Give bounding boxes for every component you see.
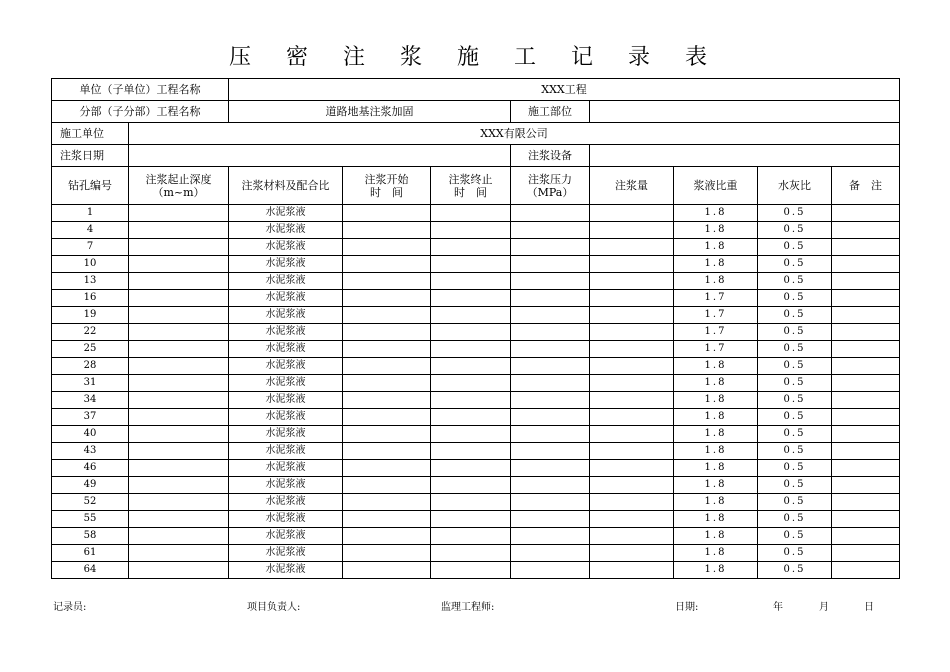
table-row xyxy=(52,239,900,256)
cell-start-time[interactable] xyxy=(343,562,431,579)
cell-end-time[interactable] xyxy=(431,477,511,494)
cell-pressure[interactable] xyxy=(511,409,590,426)
unit-project-label: 单位（子单位）工程名称 xyxy=(52,79,229,101)
col-density: 浆液比重 xyxy=(674,167,758,205)
col-end-time: 注浆终止 时 间 xyxy=(431,167,511,205)
cell-start-time[interactable] xyxy=(343,409,431,426)
cell-density: 1.7 xyxy=(674,307,758,324)
cell-depth[interactable] xyxy=(129,460,229,477)
cell-pressure[interactable] xyxy=(511,511,590,528)
cell-end-time[interactable] xyxy=(431,426,511,443)
cell-density: 1.8 xyxy=(674,477,758,494)
table-row xyxy=(52,511,900,528)
cell-amount[interactable] xyxy=(590,392,674,409)
table-row xyxy=(52,562,900,579)
cell-hole-no: 52 xyxy=(52,494,129,511)
cell-hole-no: 25 xyxy=(52,341,129,358)
cell-start-time[interactable] xyxy=(343,528,431,545)
cell-hole-no: 37 xyxy=(52,409,129,426)
cell-hole-no: 34 xyxy=(52,392,129,409)
cell-material: 水泥浆液 xyxy=(229,222,343,239)
cell-end-time[interactable] xyxy=(431,392,511,409)
recorder-label: 记录员: xyxy=(53,602,87,613)
table-row xyxy=(52,290,900,307)
cell-start-time[interactable] xyxy=(343,273,431,290)
col-material: 注浆材料及配合比 xyxy=(229,167,343,205)
cell-depth[interactable] xyxy=(129,409,229,426)
col-depth: 注浆起止深度 （m~m） xyxy=(129,167,229,205)
cell-depth[interactable] xyxy=(129,239,229,256)
cell-material: 水泥浆液 xyxy=(229,545,343,562)
cell-material: 水泥浆液 xyxy=(229,511,343,528)
cell-material: 水泥浆液 xyxy=(229,528,343,545)
cell-depth[interactable] xyxy=(129,426,229,443)
cell-amount[interactable] xyxy=(590,528,674,545)
table-row xyxy=(52,477,900,494)
cell-density: 1.8 xyxy=(674,443,758,460)
cell-material: 水泥浆液 xyxy=(229,290,343,307)
cell-remark[interactable] xyxy=(832,375,900,392)
cell-remark[interactable] xyxy=(832,358,900,375)
cell-hole-no: 19 xyxy=(52,307,129,324)
cell-wc-ratio: 0.5 xyxy=(758,341,832,358)
cell-hole-no: 16 xyxy=(52,290,129,307)
supervisor-label: 监理工程师: xyxy=(441,602,495,613)
cell-depth[interactable] xyxy=(129,324,229,341)
cell-pressure[interactable] xyxy=(511,562,590,579)
cell-wc-ratio: 0.5 xyxy=(758,324,832,341)
cell-pressure[interactable] xyxy=(511,290,590,307)
cell-pressure[interactable] xyxy=(511,545,590,562)
cell-material: 水泥浆液 xyxy=(229,477,343,494)
cell-material: 水泥浆液 xyxy=(229,273,343,290)
cell-depth[interactable] xyxy=(129,205,229,222)
cell-start-time[interactable] xyxy=(343,256,431,273)
table-row xyxy=(52,409,900,426)
cell-wc-ratio: 0.5 xyxy=(758,443,832,460)
construction-part-label: 施工部位 xyxy=(511,101,590,123)
cell-remark[interactable] xyxy=(832,392,900,409)
cell-wc-ratio: 0.5 xyxy=(758,307,832,324)
cell-material: 水泥浆液 xyxy=(229,375,343,392)
cell-density: 1.8 xyxy=(674,511,758,528)
construction-part-value[interactable] xyxy=(590,101,900,123)
cell-hole-no: 4 xyxy=(52,222,129,239)
cell-pressure[interactable] xyxy=(511,222,590,239)
equipment-value[interactable] xyxy=(590,145,900,167)
cell-start-time[interactable] xyxy=(343,324,431,341)
cell-hole-no: 58 xyxy=(52,528,129,545)
cell-amount[interactable] xyxy=(590,222,674,239)
project-lead-label: 项目负责人: xyxy=(247,602,301,613)
table-row xyxy=(52,256,900,273)
table-row xyxy=(52,273,900,290)
col-start-time: 注浆开始 时 间 xyxy=(343,167,431,205)
cell-amount[interactable] xyxy=(590,426,674,443)
equipment-label: 注浆设备 xyxy=(511,145,590,167)
year-label: 年 xyxy=(773,602,783,613)
cell-start-time[interactable] xyxy=(343,358,431,375)
cell-amount[interactable] xyxy=(590,256,674,273)
cell-hole-no: 31 xyxy=(52,375,129,392)
cell-amount[interactable] xyxy=(590,460,674,477)
cell-end-time[interactable] xyxy=(431,273,511,290)
table-row xyxy=(52,528,900,545)
cell-hole-no: 7 xyxy=(52,239,129,256)
cell-remark[interactable] xyxy=(832,528,900,545)
cell-pressure[interactable] xyxy=(511,256,590,273)
cell-amount[interactable] xyxy=(590,375,674,392)
cell-start-time[interactable] xyxy=(343,375,431,392)
cell-start-time[interactable] xyxy=(343,477,431,494)
cell-depth[interactable] xyxy=(129,290,229,307)
cell-pressure[interactable] xyxy=(511,239,590,256)
date-label: 日期: xyxy=(675,602,699,613)
cell-start-time[interactable] xyxy=(343,494,431,511)
cell-depth[interactable] xyxy=(129,341,229,358)
cell-end-time[interactable] xyxy=(431,494,511,511)
cell-depth[interactable] xyxy=(129,528,229,545)
cell-depth[interactable] xyxy=(129,562,229,579)
table-row xyxy=(52,324,900,341)
cell-wc-ratio: 0.5 xyxy=(758,511,832,528)
cell-pressure[interactable] xyxy=(511,392,590,409)
cell-depth[interactable] xyxy=(129,256,229,273)
cell-hole-no: 64 xyxy=(52,562,129,579)
cell-hole-no: 40 xyxy=(52,426,129,443)
cell-depth[interactable] xyxy=(129,477,229,494)
cell-pressure[interactable] xyxy=(511,528,590,545)
cell-start-time[interactable] xyxy=(343,460,431,477)
cell-density: 1.8 xyxy=(674,562,758,579)
day-label: 日 xyxy=(864,602,874,613)
cell-material: 水泥浆液 xyxy=(229,205,343,222)
cell-wc-ratio: 0.5 xyxy=(758,477,832,494)
cell-end-time[interactable] xyxy=(431,409,511,426)
cell-start-time[interactable] xyxy=(343,290,431,307)
cell-density: 1.7 xyxy=(674,324,758,341)
cell-material: 水泥浆液 xyxy=(229,409,343,426)
col-wc-ratio: 水灰比 xyxy=(758,167,832,205)
cell-wc-ratio: 0.5 xyxy=(758,290,832,307)
cell-material: 水泥浆液 xyxy=(229,562,343,579)
grouting-date-value[interactable] xyxy=(129,145,511,167)
cell-pressure[interactable] xyxy=(511,477,590,494)
table-row xyxy=(52,205,900,222)
cell-amount[interactable] xyxy=(590,307,674,324)
cell-wc-ratio: 0.5 xyxy=(758,528,832,545)
cell-remark[interactable] xyxy=(832,409,900,426)
cell-depth[interactable] xyxy=(129,375,229,392)
cell-density: 1.8 xyxy=(674,239,758,256)
cell-density: 1.8 xyxy=(674,375,758,392)
cell-material: 水泥浆液 xyxy=(229,324,343,341)
cell-hole-no: 13 xyxy=(52,273,129,290)
cell-wc-ratio: 0.5 xyxy=(758,392,832,409)
cell-depth[interactable] xyxy=(129,392,229,409)
cell-end-time[interactable] xyxy=(431,443,511,460)
cell-density: 1.8 xyxy=(674,545,758,562)
table-row xyxy=(52,307,900,324)
page-title: 压 密 注 浆 施 工 记 录 表 xyxy=(229,45,721,70)
cell-amount[interactable] xyxy=(590,511,674,528)
cell-amount[interactable] xyxy=(590,290,674,307)
cell-density: 1.7 xyxy=(674,290,758,307)
cell-wc-ratio: 0.5 xyxy=(758,426,832,443)
cell-amount[interactable] xyxy=(590,205,674,222)
cell-remark[interactable] xyxy=(832,205,900,222)
cell-start-time[interactable] xyxy=(343,341,431,358)
cell-amount[interactable] xyxy=(590,358,674,375)
cell-hole-no: 43 xyxy=(52,443,129,460)
table-row xyxy=(52,460,900,477)
cell-depth[interactable] xyxy=(129,358,229,375)
cell-hole-no: 49 xyxy=(52,477,129,494)
cell-pressure[interactable] xyxy=(511,273,590,290)
cell-remark[interactable] xyxy=(832,324,900,341)
cell-density: 1.8 xyxy=(674,273,758,290)
contractor-value[interactable]: XXX有限公司 xyxy=(129,123,900,145)
subsection-value[interactable]: 道路地基注浆加固 xyxy=(229,101,511,123)
cell-remark[interactable] xyxy=(832,545,900,562)
cell-wc-ratio: 0.5 xyxy=(758,256,832,273)
cell-start-time[interactable] xyxy=(343,205,431,222)
cell-pressure[interactable] xyxy=(511,324,590,341)
cell-end-time[interactable] xyxy=(431,562,511,579)
cell-start-time[interactable] xyxy=(343,426,431,443)
cell-material: 水泥浆液 xyxy=(229,239,343,256)
cell-end-time[interactable] xyxy=(431,375,511,392)
cell-wc-ratio: 0.5 xyxy=(758,494,832,511)
cell-depth[interactable] xyxy=(129,494,229,511)
cell-wc-ratio: 0.5 xyxy=(758,358,832,375)
cell-wc-ratio: 0.5 xyxy=(758,273,832,290)
cell-pressure[interactable] xyxy=(511,460,590,477)
cell-pressure[interactable] xyxy=(511,205,590,222)
table-row xyxy=(52,375,900,392)
cell-density: 1.7 xyxy=(674,341,758,358)
cell-remark[interactable] xyxy=(832,273,900,290)
cell-amount[interactable] xyxy=(590,562,674,579)
col-remark: 备 注 xyxy=(832,167,900,205)
cell-start-time[interactable] xyxy=(343,545,431,562)
cell-remark[interactable] xyxy=(832,426,900,443)
cell-wc-ratio: 0.5 xyxy=(758,545,832,562)
table-row xyxy=(52,358,900,375)
cell-depth[interactable] xyxy=(129,307,229,324)
cell-remark[interactable] xyxy=(832,460,900,477)
table-row xyxy=(52,426,900,443)
cell-density: 1.8 xyxy=(674,409,758,426)
cell-end-time[interactable] xyxy=(431,460,511,477)
cell-start-time[interactable] xyxy=(343,511,431,528)
cell-amount[interactable] xyxy=(590,273,674,290)
cell-hole-no: 28 xyxy=(52,358,129,375)
cell-amount[interactable] xyxy=(590,409,674,426)
cell-hole-no: 10 xyxy=(52,256,129,273)
cell-depth[interactable] xyxy=(129,545,229,562)
cell-material: 水泥浆液 xyxy=(229,341,343,358)
cell-end-time[interactable] xyxy=(431,341,511,358)
table-row xyxy=(52,222,900,239)
cell-wc-ratio: 0.5 xyxy=(758,222,832,239)
cell-density: 1.8 xyxy=(674,358,758,375)
cell-material: 水泥浆液 xyxy=(229,460,343,477)
cell-end-time[interactable] xyxy=(431,205,511,222)
cell-end-time[interactable] xyxy=(431,528,511,545)
cell-amount[interactable] xyxy=(590,477,674,494)
cell-density: 1.8 xyxy=(674,460,758,477)
cell-material: 水泥浆液 xyxy=(229,256,343,273)
table-row xyxy=(52,494,900,511)
col-amount: 注浆量 xyxy=(590,167,674,205)
cell-density: 1.8 xyxy=(674,256,758,273)
cell-amount[interactable] xyxy=(590,494,674,511)
subsection-label: 分部（子分部）工程名称 xyxy=(52,101,229,123)
cell-start-time[interactable] xyxy=(343,239,431,256)
cell-remark[interactable] xyxy=(832,562,900,579)
cell-remark[interactable] xyxy=(832,222,900,239)
cell-end-time[interactable] xyxy=(431,290,511,307)
col-pressure: 注浆压力 （MPa） xyxy=(511,167,590,205)
cell-remark[interactable] xyxy=(832,341,900,358)
cell-end-time[interactable] xyxy=(431,358,511,375)
cell-depth[interactable] xyxy=(129,511,229,528)
cell-wc-ratio: 0.5 xyxy=(758,460,832,477)
cell-amount[interactable] xyxy=(590,324,674,341)
cell-density: 1.8 xyxy=(674,528,758,545)
cell-end-time[interactable] xyxy=(431,545,511,562)
cell-pressure[interactable] xyxy=(511,341,590,358)
contractor-label: 施工单位 xyxy=(52,123,129,145)
cell-pressure[interactable] xyxy=(511,494,590,511)
cell-amount[interactable] xyxy=(590,545,674,562)
cell-end-time[interactable] xyxy=(431,256,511,273)
cell-pressure[interactable] xyxy=(511,375,590,392)
cell-wc-ratio: 0.5 xyxy=(758,239,832,256)
cell-wc-ratio: 0.5 xyxy=(758,375,832,392)
cell-pressure[interactable] xyxy=(511,358,590,375)
cell-wc-ratio: 0.5 xyxy=(758,409,832,426)
cell-remark[interactable] xyxy=(832,494,900,511)
cell-depth[interactable] xyxy=(129,443,229,460)
cell-remark[interactable] xyxy=(832,307,900,324)
table-row xyxy=(52,341,900,358)
cell-depth[interactable] xyxy=(129,273,229,290)
month-label: 月 xyxy=(819,602,829,613)
cell-pressure[interactable] xyxy=(511,307,590,324)
cell-end-time[interactable] xyxy=(431,324,511,341)
signature-footer xyxy=(51,598,899,612)
grouting-date-label: 注浆日期 xyxy=(52,145,129,167)
cell-amount[interactable] xyxy=(590,341,674,358)
cell-remark[interactable] xyxy=(832,239,900,256)
cell-wc-ratio: 0.5 xyxy=(758,205,832,222)
cell-material: 水泥浆液 xyxy=(229,307,343,324)
cell-remark[interactable] xyxy=(832,477,900,494)
cell-density: 1.8 xyxy=(674,426,758,443)
unit-project-value[interactable]: XXX工程 xyxy=(229,79,900,101)
cell-material: 水泥浆液 xyxy=(229,392,343,409)
cell-end-time[interactable] xyxy=(431,307,511,324)
cell-pressure[interactable] xyxy=(511,443,590,460)
cell-remark[interactable] xyxy=(832,511,900,528)
cell-material: 水泥浆液 xyxy=(229,443,343,460)
cell-material: 水泥浆液 xyxy=(229,494,343,511)
cell-start-time[interactable] xyxy=(343,392,431,409)
cell-remark[interactable] xyxy=(832,443,900,460)
cell-wc-ratio: 0.5 xyxy=(758,562,832,579)
cell-hole-no: 22 xyxy=(52,324,129,341)
cell-end-time[interactable] xyxy=(431,239,511,256)
cell-density: 1.8 xyxy=(674,205,758,222)
cell-hole-no: 61 xyxy=(52,545,129,562)
table-row xyxy=(52,545,900,562)
table-row xyxy=(52,392,900,409)
cell-depth[interactable] xyxy=(129,222,229,239)
cell-material: 水泥浆液 xyxy=(229,358,343,375)
cell-start-time[interactable] xyxy=(343,222,431,239)
cell-hole-no: 1 xyxy=(52,205,129,222)
cell-end-time[interactable] xyxy=(431,511,511,528)
cell-hole-no: 55 xyxy=(52,511,129,528)
table-row xyxy=(52,443,900,460)
cell-remark[interactable] xyxy=(832,290,900,307)
cell-hole-no: 46 xyxy=(52,460,129,477)
cell-pressure[interactable] xyxy=(511,426,590,443)
cell-density: 1.8 xyxy=(674,392,758,409)
grouting-record-table xyxy=(51,78,900,579)
cell-density: 1.8 xyxy=(674,494,758,511)
cell-remark[interactable] xyxy=(832,256,900,273)
cell-amount[interactable] xyxy=(590,239,674,256)
cell-density: 1.8 xyxy=(674,222,758,239)
cell-start-time[interactable] xyxy=(343,443,431,460)
cell-amount[interactable] xyxy=(590,443,674,460)
cell-material: 水泥浆液 xyxy=(229,426,343,443)
cell-start-time[interactable] xyxy=(343,307,431,324)
cell-end-time[interactable] xyxy=(431,222,511,239)
col-hole-no: 钻孔编号 xyxy=(52,167,129,205)
